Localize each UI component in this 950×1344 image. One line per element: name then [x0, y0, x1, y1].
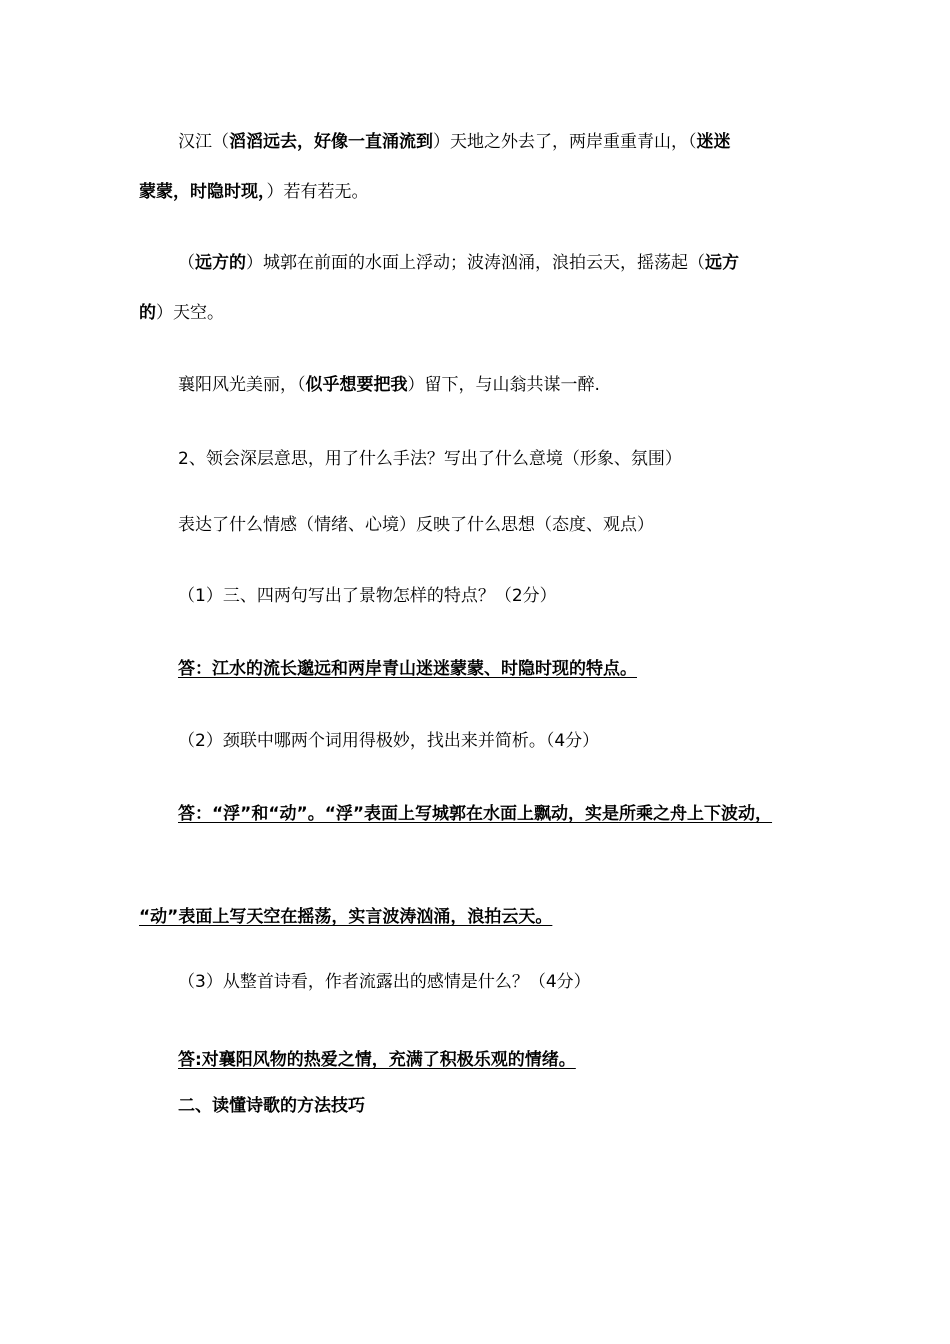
answer-3: 答:对襄阳风物的热爱之情，充满了积极乐观的情绪。: [178, 1050, 576, 1070]
bold-text: 蒙蒙，时隐时现，: [139, 182, 267, 202]
bold-text: 远方的: [195, 253, 246, 273]
answer-2-line2: “动”表面上写天空在摇荡，实言波涛汹涌，浪拍云天。: [139, 907, 553, 927]
bold-text: 的: [139, 303, 156, 323]
method-line2: 表达了什么情感（情绪、心境）反映了什么思想（态度、观点）: [178, 515, 654, 535]
text: （: [178, 253, 195, 273]
paragraph1-line2: [139, 180, 369, 204]
question-2: （2）颈联中哪两个词用得极妙，找出来并简析。（4分）: [178, 731, 600, 751]
text: 汉江（: [178, 132, 229, 152]
text: ）天地之外去了，两岸重重青山，（: [433, 132, 697, 152]
bold-text: 滔滔远去，好像一直涌流到: [229, 132, 433, 152]
paragraph1-line1: [178, 130, 731, 154]
paragraph2-line2: [139, 301, 224, 325]
text: ）天空。: [156, 303, 224, 323]
text: ）城郭在前面的水面上浮动；波涛汹涌，浪拍云天，摇荡起（: [246, 253, 705, 273]
text: 襄阳风光美丽，（: [178, 375, 306, 395]
section-heading: 二、读懂诗歌的方法技巧: [178, 1096, 365, 1116]
bold-text: 迷迷: [696, 132, 731, 152]
text: ）若有若无。: [266, 182, 369, 202]
paragraph3: [178, 373, 600, 397]
answer-1: 答：江水的流长邈远和两岸青山迷迷蒙蒙、时隐时现的特点。: [178, 659, 637, 679]
text: ）留下，与山翁共谋一醉.: [407, 375, 600, 395]
bold-text: 似乎想要把我: [305, 375, 408, 395]
question-1: （1）三、四两句写出了景物怎样的特点？（2分）: [178, 586, 557, 606]
answer-2-line1: 答：“浮”和“动”。“浮”表面上写城郭在水面上飘动，实是所乘之舟上下波动，: [178, 804, 773, 824]
question-3: （3）从整首诗看，作者流露出的感情是什么？（4分）: [178, 972, 591, 992]
paragraph2-line1: [178, 251, 739, 275]
method-line1: 2、领会深层意思，用了什么手法？写出了什么意境（形象、氛围）: [178, 449, 682, 469]
bold-text: 远方: [705, 253, 739, 273]
